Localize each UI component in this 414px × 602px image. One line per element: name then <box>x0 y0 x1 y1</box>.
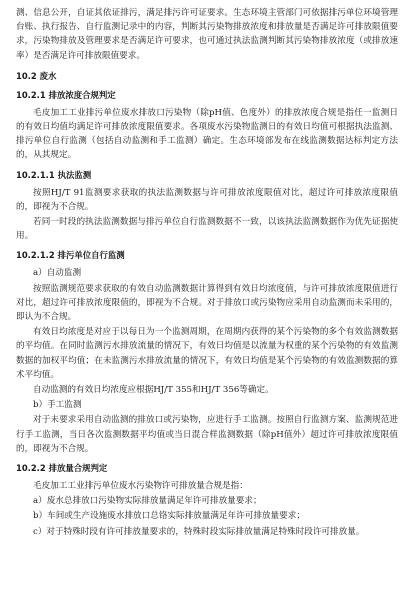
enforcement-monitoring-paragraph-1: 按照HJ/T 91监测要求获取的执法监测数据与许可排放浓度限值对比，超过许可排放浓度限值的，即视为不合规。 <box>16 187 398 212</box>
manual-monitoring-paragraph: 对于未要求采用自动监测的排放口或污染物，应进行手工监测。按照自行监测方案、监测规范进行手工监测，当日各次监测数据平均值或当日混合样监测数据（除pH值外）超过许可排放浓度限值的，即视为不合规。 <box>16 415 398 454</box>
auto-monitoring-paragraph-2: 有效日均浓度是对应于以每日为一个监测周期，在周期内获得的某个污染物的多个有效监测数据的平均值。在同时监测污水排放流量的情况下，有效日均值是以流量为权重的某个污染物的有效监测数据的加权平均值；在未监测污水排放流量的情况下，有效日均值是某个污染物的有效监测数据的算术平均值。 <box>16 327 398 380</box>
emission-amount-item-a: a）废水总排放口污染物实际排放量满足年许可排放量要求； <box>33 496 262 507</box>
heading-10-2: 10.2 废水 <box>16 70 57 81</box>
emission-amount-item-c: c）对于特殊时段有许可排放量要求的，特殊时段实际排放量满足特殊时段许可排放量。 <box>33 526 365 537</box>
enforcement-monitoring-paragraph-2: 若同一时段的执法监测数据与排污单位自行监测数据不一致，以该执法监测数据作为优先证据使用。 <box>16 217 398 242</box>
auto-monitoring-heading: a）自动监测 <box>33 268 82 279</box>
heading-10-2-2: 10.2.2 排放量合规判定 <box>16 463 108 474</box>
heading-10-2-1: 10.2.1 排放浓度合规判定 <box>16 89 116 100</box>
heading-10-2-1-1: 10.2.1.1 执法监测 <box>16 169 92 180</box>
emission-amount-item-b: b）车间或生产设施废水排放口总铬实际排放量满足年许可排放量要求； <box>33 511 305 522</box>
auto-monitoring-paragraph-1: 按照监测规范要求获取的有效自动监测数据计算得到有效日均浓度值，与许可排放浓度限值进行对比，超过许可排放浓度限值的，即视为不合规。对于排放口或污染物应采用自动监测而未采用的，即认为不合规。 <box>16 283 398 323</box>
emission-amount-intro: 毛皮加工工业排污单位废水污染物许可排放量合规是指： <box>33 481 248 492</box>
auto-monitoring-paragraph-3: 自动监测的有效日均浓度应根据HJ/T 355和HJ/T 356等确定。 <box>33 385 274 396</box>
manual-monitoring-heading: b）手工监测 <box>33 400 82 411</box>
concentration-compliance-paragraph: 毛皮加工工业排污单位废水排放口污染物（除pH值、色度外）的排放浓度合规是指任一监测日的有效日均值均满足许可排放浓度限值要求。各项废水污染物监测日的有效日均值可根据执法监测、排污单位自行监测（包括自动监测和手工监测）确定。生态环境部发布在线监测数据达标判定方法的，从其规定。 <box>16 107 398 161</box>
intro-paragraph: 测、信息公开，自证其依证排污，满足排污许可证要求。生态环境主管部门可依据排污单位环境管理台账、执行报告、自行监测记录中的内容，判断其污染物排放浓度和排放量是否满足许可排放限值要求，污染物排放及管理要求是否满足许可要求，也可通过执法监测判断其污染物排放浓度（或排放速率）是否满足许可排放限值要求。 <box>16 8 398 61</box>
heading-10-2-1-2: 10.2.1.2 排污单位自行监测 <box>16 250 125 261</box>
